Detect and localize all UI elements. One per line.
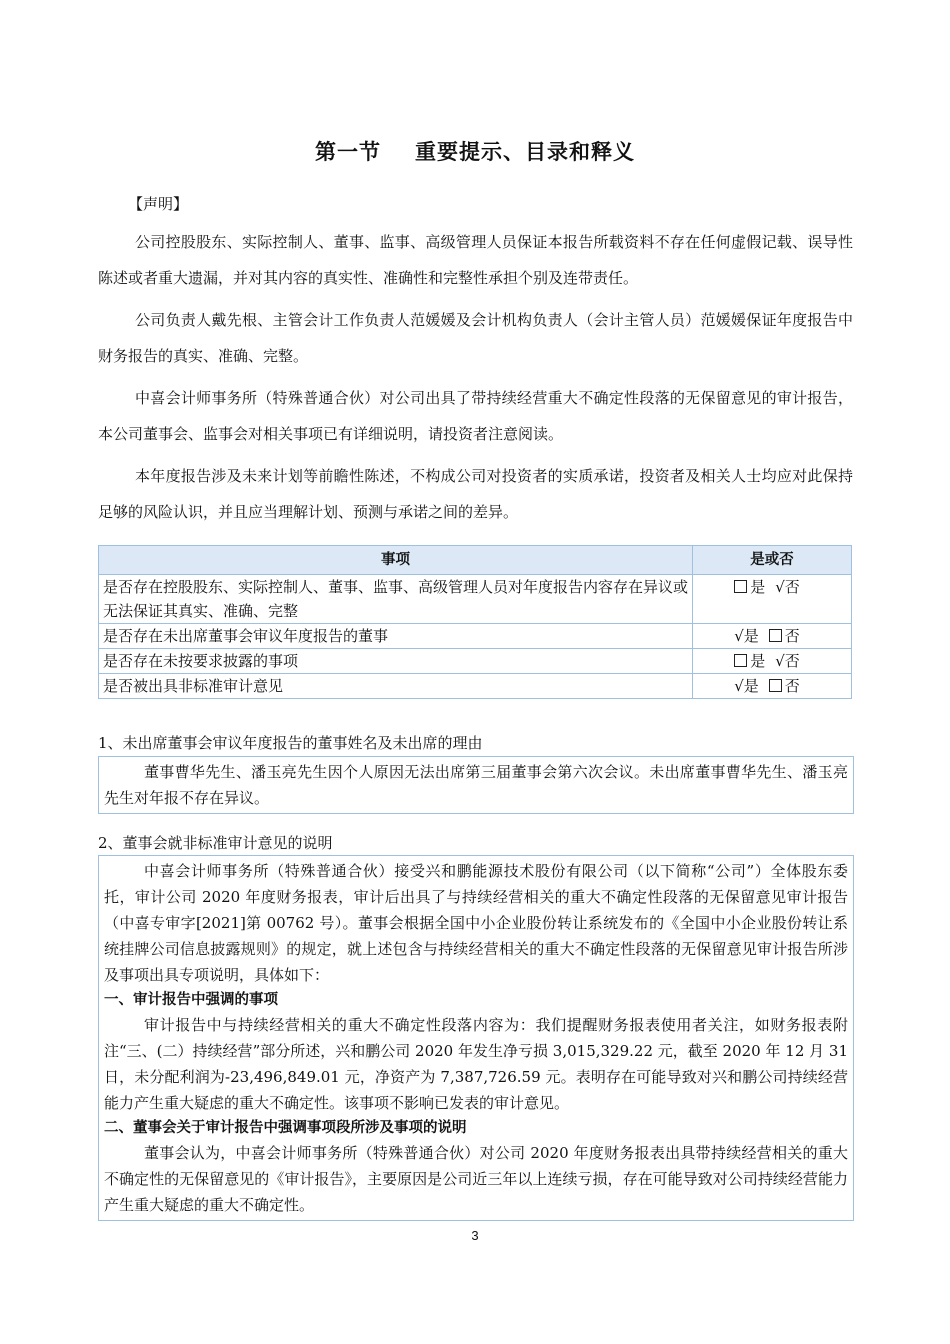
statement-paragraph: 中喜会计师事务所（特殊普通合伙）对公司出具了带持续经营重大不确定性段落的无保留意见的审计报告，本公司董事会、监事会对相关事项已有详细说明，请投资者注意阅读。: [98, 389, 853, 443]
page-number: 3: [471, 1228, 479, 1243]
column-header-item: 事项: [99, 546, 693, 575]
answer-label: 否: [784, 578, 800, 596]
section2-intro: 中喜会计师事务所（特殊普通合伙）接受兴和鹏能源技术股份有限公司（以下简称“公司”）全体股东委托，审计公司 2020 年度财务报表，审计后出具了与持续经营相关的重大不确定性段落的无保留意见审计报告（中喜专审字[2021]第 00762 号）。董事会根据全国中小企业股份转让系统发布的《全国中小企业股份转让系统挂牌公司信息披露规则》的规定，就上述包含与持续经营相关的重大不确定性段落的无保留意见审计报告所涉及事项出具专项说明，具体如下：: [104, 862, 848, 984]
statement-paragraph: 公司负责人戴先根、主管会计工作负责人范媛媛及会计机构负责人（会计主管人员）范媛媛保证年度报告中财务报告的真实、准确、完整。: [98, 311, 853, 365]
table-row: [99, 575, 852, 624]
section2-box: [98, 855, 854, 1221]
statement-paragraph: 公司控股股东、实际控制人、董事、监事、高级管理人员保证本报告所载资料不存在任何虚假记载、误导性陈述或者重大遗漏，并对其内容的真实性、准确性和完整性承担个别及连带责任。: [98, 233, 853, 287]
statement-paragraph: 本年度报告涉及未来计划等前瞻性陈述，不构成公司对投资者的实质承诺，投资者及相关人士均应对此保持足够的风险认识，并且应当理解计划、预测与承诺之间的差异。: [98, 467, 853, 521]
empty-box-icon: [734, 654, 747, 667]
checkmark-icon: √: [734, 677, 744, 695]
matter-text: 是否存在控股股东、实际控制人、董事、监事、高级管理人员对年度报告内容存在异议或无法保证其真实、准确、完整: [99, 575, 693, 624]
subsection2-text: 董事会认为，中喜会计师事务所（特殊普通合伙）对公司 2020 年度财务报表出具带持续经营相关的重大不确定性的无保留意见的《审计报告》，主要原因是公司近三年以上连续亏损，存在可能导致对公司持续经营能力产生重大疑虑的重大不确定性。: [104, 1144, 848, 1214]
matters-table: [98, 545, 852, 699]
checkmark-icon: √: [775, 578, 785, 596]
section2-label: 2、董事会就非标准审计意见的说明: [98, 834, 333, 852]
answer-label: 是: [743, 627, 759, 645]
statement-heading: 【声明】: [128, 195, 189, 213]
subsection1-text: 审计报告中与持续经营相关的重大不确定性段落内容为：我们提醒财务报表使用者关注，如财务报表附注“三、(二）持续经营”部分所述，兴和鹏公司 2020 年发生净亏损 3,015,329.22 元，截至 2020 年 12 月 31 日，未分配利润为-23,496,849.01 元，净资产为 7,387,726.59 元。表明存在可能导致对兴和鹏公司持续经营能力产生重大疑虑的重大不确定性。该事项不影响已发表的审计意见。: [104, 1016, 848, 1112]
answer-label: 是: [743, 677, 759, 695]
answer-cell: [693, 624, 852, 649]
section-title: 重要提示、目录和释义: [415, 140, 635, 164]
answer-cell: [693, 575, 852, 624]
page-title: [0, 136, 950, 166]
checkmark-icon: √: [734, 627, 744, 645]
section1-text: 董事曹华先生、潘玉亮先生因个人原因无法出席第三届董事会第六次会议。未出席董事曹华先生、潘玉亮先生对年报不存在异议。: [104, 763, 848, 807]
answer-cell: [693, 674, 852, 699]
subsection1-title: 一、审计报告中强调的事项: [104, 992, 278, 1008]
answer-cell: [693, 649, 852, 674]
answer-label: 否: [784, 627, 800, 645]
subsection2-title: 二、董事会关于审计报告中强调事项段所涉及事项的说明: [104, 1120, 467, 1136]
checkmark-icon: √: [775, 652, 785, 670]
answer-label: 是: [750, 652, 766, 670]
matter-text: 是否存在未出席董事会审议年度报告的董事: [99, 624, 693, 649]
matter-text: 是否存在未按要求披露的事项: [99, 649, 693, 674]
column-header-yes-no: 是或否: [693, 546, 852, 575]
section-number: 第一节: [315, 140, 381, 164]
section1-box: [98, 756, 854, 814]
table-row: [99, 649, 852, 674]
empty-box-icon: [769, 679, 782, 692]
answer-label: 否: [784, 677, 800, 695]
table-row: [99, 624, 852, 649]
matter-text: 是否被出具非标准审计意见: [99, 674, 693, 699]
section1-label: 1、未出席董事会审议年度报告的董事姓名及未出席的理由: [98, 734, 483, 752]
empty-box-icon: [734, 580, 747, 593]
statement-block: [98, 188, 853, 536]
table-row: [99, 674, 852, 699]
answer-label: 是: [750, 578, 766, 596]
answer-label: 否: [784, 652, 800, 670]
empty-box-icon: [769, 629, 782, 642]
